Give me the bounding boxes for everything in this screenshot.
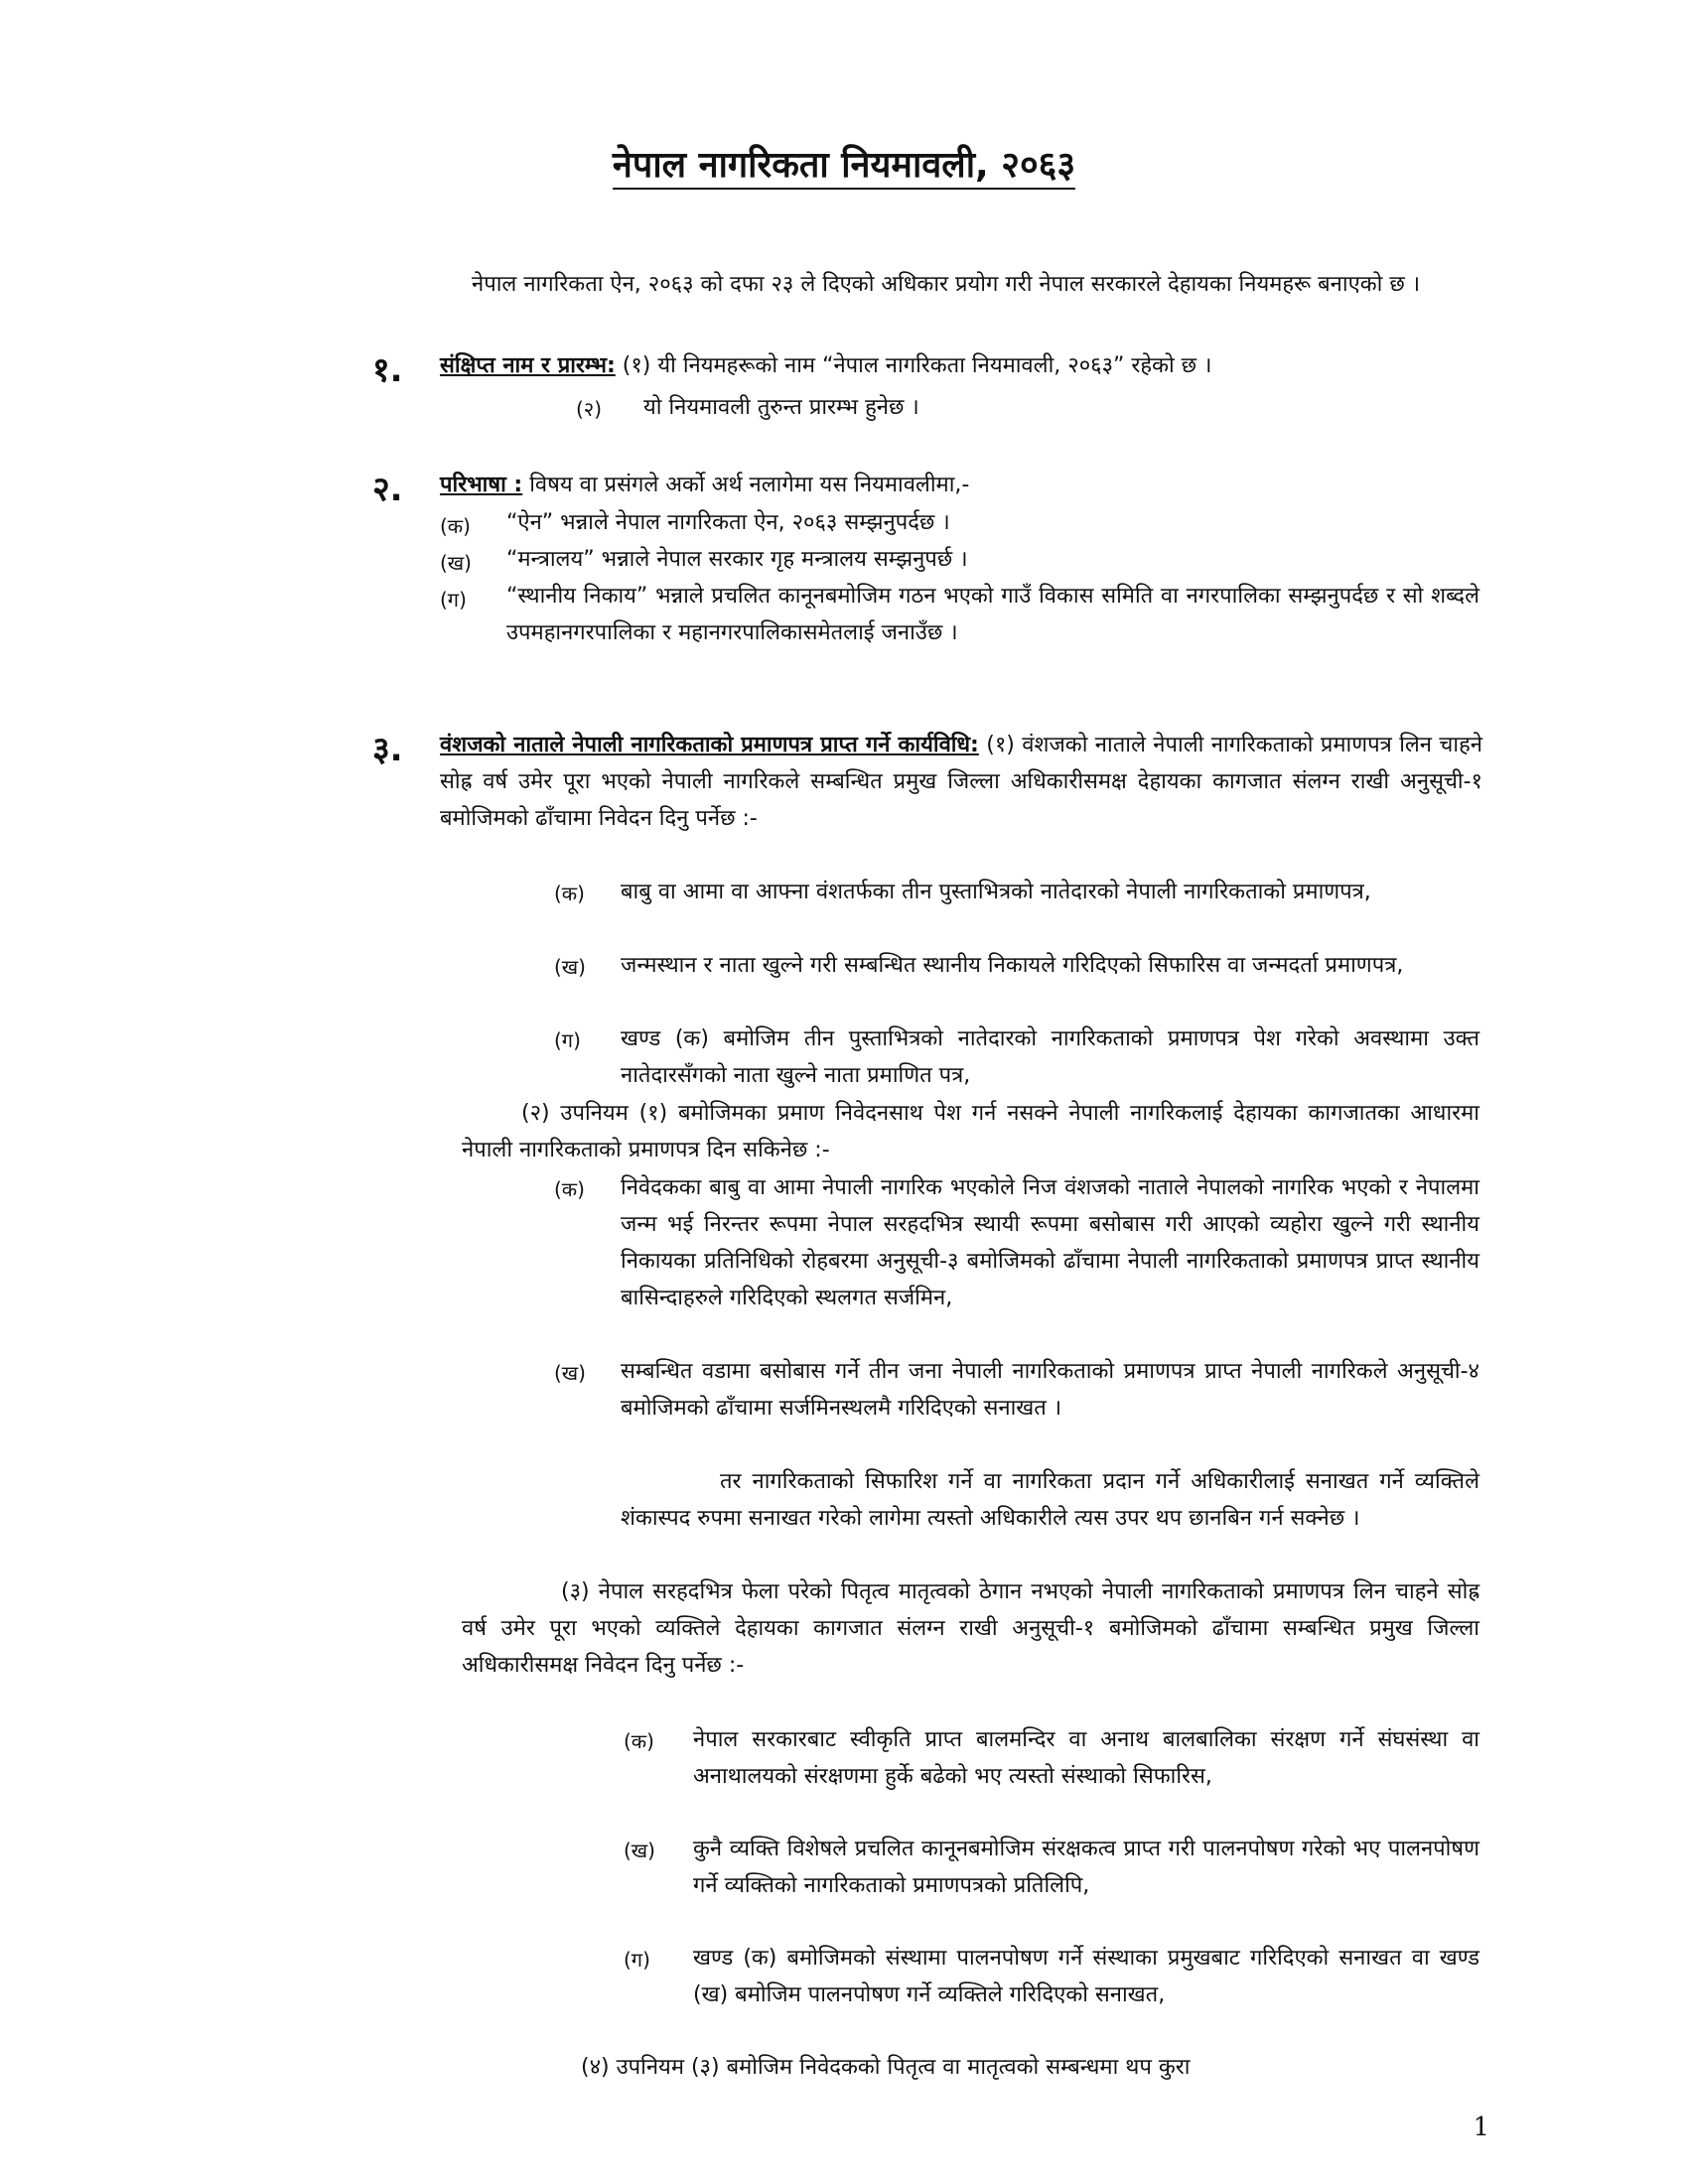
clause-3-item-label: (ख): [624, 1839, 655, 1862]
section-2-item-label: (क): [440, 514, 471, 538]
clause-1-item: खण्ड (क) बमोजिम तीन पुस्ताभित्रको नातेदारको नागरिकताको प्रमाणपत्र पेश गरेको अवस्थामा उक्त नातेदारसँगको नाता खुल्ने नाता प्रमाणित पत्र,: [621, 1026, 1479, 1088]
clause-3-item: खण्ड (क) बमोजिमको संस्थामा पालनपोषण गर्ने संस्थाका प्रमुखबाट गरिदिएको सनाखत वा खण्ड (ख) बमोजिम पालनपोषण गर्ने व्यक्तिले गरिदिएको सनाखत,: [693, 1946, 1479, 2007]
page-number: 1: [1473, 2113, 1489, 2142]
clause-3-item: कुनै व्यक्ति विशेषले प्रचलित कानूनबमोजिम संरक्षकत्व प्राप्त गरी पालनपोषण गरेको भए पालनपोषण गर्ने व्यक्तिको नागरिकताको प्रमाणपत्रको प्रतिलिपि,: [693, 1837, 1479, 1898]
section-3-heading: वंशजको नाताले नेपाली नागरिकताको प्रमाणपत्र प्राप्त गर्ने कार्यविधि:: [440, 733, 979, 757]
clause-2-item-label: (क): [554, 1177, 585, 1201]
clause-1-item: जन्मस्थान र नाता खुल्ने गरी सम्बन्धित स्थानीय निकायले गरिदिएको सिफारिस वा जन्मदर्ता प्रमाणपत्र,: [621, 953, 1404, 978]
section-2-heading: परिभाषा :: [440, 473, 523, 497]
section-3-number: ३.: [372, 730, 403, 769]
section-2-item-label: (ख): [440, 551, 472, 575]
page-title: नेपाल नागरिकता नियमावली, २०६३: [0, 139, 1688, 188]
clause-1-item-label: (क): [554, 882, 585, 905]
clause-1-item-label: (ख): [554, 955, 586, 979]
clause-2-item: निवेदकका बाबु वा आमा नेपाली नागरिक भएकोले निज वंशजको नाताले नेपालको नागरिक भएको र नेपालमा जन्म भई निरन्तर रूपमा नेपाल सरहदभित्र स्थायी रूपमा बसोबास गरी आएको व्यहोरा खुल्ने गरी स्थानीय निकायका प्रतिनिधिको रोहबरमा अनुसूची-३ बमोजिमको ढाँचामा नेपाली नागरिकताको प्रमाणपत्र प्राप्त स्थानीय बासिन्दाहरुले गरिदिएको स्थलगत सर्जमिन,: [621, 1175, 1479, 1310]
section-1-clause-1: संक्षिप्त नाम र प्रारम्भ: (१) यी नियमहरूको नाम “नेपाल नागरिकता नियमावली, २०६३” रहेको छ ।: [440, 353, 1212, 378]
section-1-number: १.: [372, 350, 403, 390]
preamble: नेपाल नागरिकता ऐन, २०६३ को दफा २३ ले दिएको अधिकार प्रयोग गरी नेपाल सरकारले देहायका नियमहरू बनाएको छ ।: [472, 272, 1421, 297]
section-3-clause-3: (३) नेपाल सरहदभित्र फेला परेको पितृत्व मातृत्वको ठेगान नभएको नेपाली नागरिकताको प्रमाणपत्र लिन चाहने सोह्र वर्ष उमेर पूरा भएको व्यक्तिले देहायका कागजात संलग्न राखी अनुसूची-१ बमोजिमको ढाँचामा सम्बन्धित प्रमुख जिल्ला अधिकारीसमक्ष निवेदन दिनु पर्नेछ :-: [462, 1579, 1479, 1678]
section-1-clause-2: यो नियमावली तुरुन्त प्रारम्भ हुनेछ ।: [643, 395, 919, 420]
clause-1-item-label: (ग): [554, 1028, 581, 1052]
section-2-item: “मन्त्रालय” भन्नाले नेपाल सरकार गृह मन्त्रालय सम्झनुपर्छ ।: [506, 547, 968, 572]
section-2-item: “स्थानीय निकाय” भन्नाले प्रचलित कानूनबमोजिम गठन भएको गाउँ विकास समिति वा नगरपालिका सम्झनुपर्दछ र सो शब्दले उपमहानगरपालिका र महानगरपालिकासमेतलाई जनाउँछ ।: [506, 584, 1479, 645]
clause-1-item: बाबु वा आमा वा आफ्ना वंशतर्फका तीन पुस्ताभित्रको नातेदारको नेपाली नागरिकताको प्रमाणपत्र,: [621, 880, 1371, 904]
section-1-clause-2-label: (२): [576, 397, 603, 421]
clause-2-item-label: (ख): [554, 1361, 586, 1385]
section-2-intro: परिभाषा : विषय वा प्रसंगले अर्को अर्थ नलागेमा यस नियमावलीमा,-: [440, 473, 970, 497]
section-3-proviso: तर नागरिकताको सिफारिश गर्ने वा नागरिकता प्रदान गर्ने अधिकारीलाई सनाखत गर्ने व्यक्तिले शंकास्पद रुपमा सनाखत गरेको लागेमा त्यस्तो अधिकारीले त्यस उपर थप छानबिन गर्न सक्नेछ ।: [621, 1469, 1479, 1531]
section-2-item: “ऐन” भन्नाले नेपाल नागरिकता ऐन, २०६३ सम्झनुपर्दछ ।: [506, 510, 950, 535]
section-2-item-label: (ग): [440, 588, 467, 612]
clause-3-item-label: (ग): [624, 1948, 650, 1972]
section-2-number: २.: [372, 470, 403, 509]
clause-2-item: सम्बन्धित वडामा बसोबास गर्ने तीन जना नेपाली नागरिकताको प्रमाणपत्र प्राप्त नेपाली नागरिकले अनुसूची-४ बमोजिमको ढाँचामा सर्जमिनस्थलमै गरिदिएको सनाखत ।: [621, 1359, 1479, 1421]
section-1-heading: संक्षिप्त नाम र प्रारम्भ:: [440, 353, 616, 378]
section-3-clause-2: (२) उपनियम (१) बमोजिमका प्रमाण निवेदनसाथ पेश गर्न नसक्ने नेपाली नागरिकलाई देहायका कागजातका आधारमा नेपाली नागरिकताको प्रमाणपत्र दिन सकिनेछ :-: [462, 1101, 1479, 1162]
section-3-clause-4: (४) उपनियम (३) बमोजिम निवेदकको पितृत्व वा मातृत्वको सम्बन्धमा थप कुरा: [581, 2055, 1191, 2080]
clause-3-item: नेपाल सरकारबाट स्वीकृति प्राप्त बालमन्दिर वा अनाथ बालबालिका संरक्षण गर्ने संघसंस्था वा अनाथालयको संरक्षणमा हुर्के बढेको भए त्यस्तो संस्थाको सिफारिस,: [693, 1727, 1479, 1789]
clause-3-item-label: (क): [624, 1729, 654, 1753]
section-3-clause-1: वंशजको नाताले नेपाली नागरिकताको प्रमाणपत्र प्राप्त गर्ने कार्यविधि: (१) वंशजको नाताले नेपाली नागरिकताको प्रमाणपत्र लिन चाहने सोह्र वर्ष उमेर पूरा भएको नेपाली नागरिकले सम्बन्धित प्रमुख जिल्ला अधिकारीसमक्ष देहायका कागजात संलग्न राखी अनुसूची-१ बमोजिमको ढाँचामा निवेदन दिनु पर्नेछ :-: [440, 733, 1482, 831]
